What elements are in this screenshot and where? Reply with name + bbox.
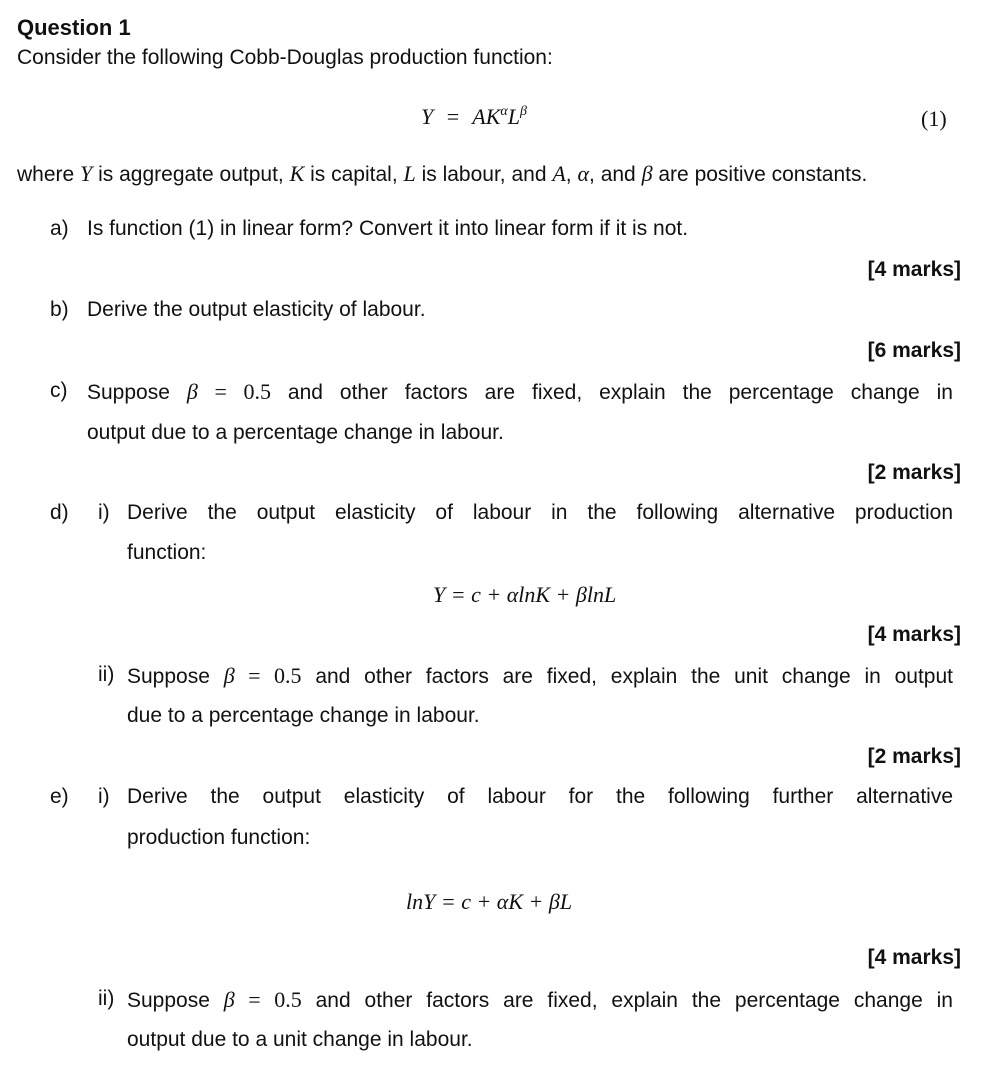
part-c-marks: [2 marks] (867, 461, 961, 484)
where-sentence: where Y is aggregate output, K is capital, L is labour, and A, α, and β are positive constants. (17, 161, 868, 186)
part-d-i-line2: function: (127, 541, 207, 564)
part-d-ii-line2: due to a percentage change in labour. (127, 704, 480, 727)
part-a-marks: [4 marks] (867, 258, 961, 281)
part-e-i-line2: production function: (127, 826, 311, 849)
part-d-ii-marks: [2 marks] (867, 745, 961, 768)
part-d-i-line1: Derive the output elasticity of labour in the following alternative production (127, 501, 953, 524)
part-c-label: c) (50, 379, 68, 402)
part-e-i-label: i) (98, 785, 110, 808)
part-c-line2: output due to a percentage change in labour. (87, 421, 504, 444)
part-b-marks: [6 marks] (867, 339, 961, 362)
part-a-label: a) (50, 217, 69, 240)
part-b-label: b) (50, 298, 69, 321)
part-e-ii-label: ii) (98, 987, 115, 1010)
part-c-line1: Suppose β = 0.5 and other factors are fixed, explain the percentage change in (87, 379, 953, 404)
question-heading: Question 1 (17, 15, 131, 40)
part-d-ii-label: ii) (98, 663, 115, 686)
part-e-ii-line2: output due to a unit change in labour. (127, 1028, 473, 1051)
part-a-text: Is function (1) in linear form? Convert it into linear form if it is not. (87, 217, 689, 240)
equation-1: $Y = AK^\alpha L^\beta$ (421, 104, 527, 129)
equation-number: (1) (921, 106, 947, 131)
part-b-text: Derive the output elasticity of labour. (87, 298, 426, 321)
part-d-equation: Y = c + αlnK + βlnL (433, 582, 617, 607)
part-e-equation: lnY = c + αK + βL (406, 889, 573, 914)
part-e-label: e) (50, 785, 69, 808)
intro-text: Consider the following Cobb-Douglas production function: (17, 46, 553, 69)
part-e-i-line1: Derive the output elasticity of labour for the following further alternative (127, 785, 953, 808)
part-d-i-marks: [4 marks] (867, 623, 961, 646)
part-d-i-label: i) (98, 501, 110, 524)
part-d-label: d) (50, 501, 69, 524)
part-e-i-marks: [4 marks] (867, 946, 961, 969)
part-e-ii-line1: Suppose β = 0.5 and other factors are fixed, explain the percentage change in (127, 987, 953, 1012)
part-d-ii-line1: Suppose β = 0.5 and other factors are fixed, explain the unit change in output (127, 663, 953, 688)
